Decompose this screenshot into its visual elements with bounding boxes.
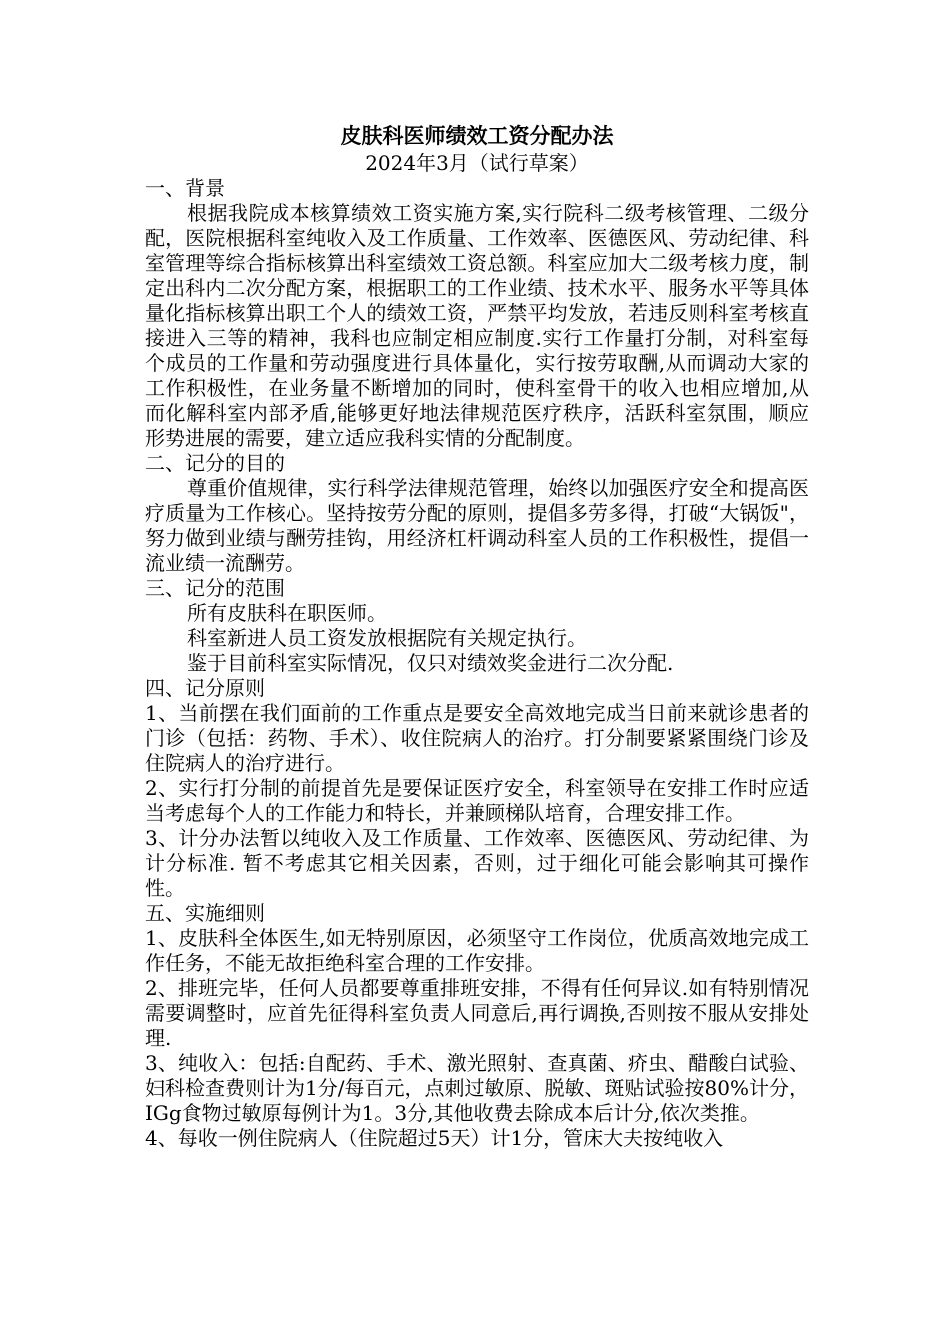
principle-item-3: 3、计分办法暂以纯收入及工作质量、工作效率、医德医风、劳动纪律、为计分标准. 暂不考虑其它相关因素，否则，过于细化可能会影响其可操作性。 [145, 826, 809, 900]
paragraph-scope-3: 鉴于目前科室实际情况，仅只对绩效奖金进行二次分配. [187, 651, 674, 675]
section-heading-principles: 四、记分原则 [145, 676, 265, 700]
section-heading-background: 一、背景 [145, 176, 225, 200]
implementation-item-2: 2、排班完毕，任何人员都要尊重排班安排，不得有任何异议.如有特别情况需要调整时，应首先征得科室负责人同意后,再行调换,否则按不服从安排处理. [145, 976, 809, 1050]
document-subtitle: 2024年3月（试行草案） [365, 151, 589, 175]
section-heading-implementation: 五、实施细则 [145, 901, 265, 925]
paragraph-background: 根据我院成本核算绩效工资实施方案,实行院科二级考核管理、二级分配，医院根据科室纯收入及工作质量、工作效率、医德医风、劳动纪律、科室管理等综合指标核算出科室绩效工资总额。科室应加大二级考核力度，制定出科内二次分配方案，根据职工的工作业绩、技术水平、服务水平等具体量化指标核算出职工个人的绩效工资，严禁平均发放，若违反则科室考核直接进入三等的精神，我科也应制定相应制度.实行工作量打分制，对科室每个成员的工作量和劳动强度进行具体量化，实行按劳取酬,从而调动大家的工作积极性，在业务量不断增加的同时，使科室骨干的收入也相应增加,从而化解科室内部矛盾,能够更好地法律规范医疗秩序，活跃科室氛围，顺应形势进展的需要，建立适应我科实情的分配制度。 [145, 201, 809, 450]
paragraph-scope-2: 科室新进人员工资发放根据院有关规定执行。 [187, 626, 587, 650]
implementation-item-4: 4、每收一例住院病人（住院超过5天）计1分，管床大夫按纯收入 [145, 1126, 724, 1150]
implementation-item-3: 3、纯收入：包括:自配药、手术、激光照射、查真菌、疥虫、醋酸白试验、妇科检查费则计为1分/每百元，点刺过敏原、脱敏、斑贴试验按80%计分，IGg食物过敏原每例计为1。3分,其他收费去除成本后计分,依次类推。 [145, 1051, 809, 1125]
principle-item-1: 1、当前摆在我们面前的工作重点是要安全高效地完成当日前来就诊患者的门诊（包括：药物、手术）、收住院病人的治疗。打分制要紧紧围绕门诊及住院病人的治疗进行。 [145, 701, 809, 775]
section-heading-purpose: 二、记分的目的 [145, 451, 285, 475]
implementation-item-1: 1、皮肤科全体医生,如无特别原因，必须坚守工作岗位，优质高效地完成工作任务，不能无故拒绝科室合理的工作安排。 [145, 926, 809, 975]
document-page [145, 122, 809, 1151]
paragraph-purpose: 尊重价值规律，实行科学法律规范管理，始终以加强医疗安全和提高医疗质量为工作核心。坚持按劳分配的原则，提倡多劳多得，打破“大锅饭"，努力做到业绩与酬劳挂钩，用经济杠杆调动科室人员的工作积极性，提倡一流业绩一流酬劳。 [145, 476, 809, 575]
document-title: 皮肤科医师绩效工资分配办法 [340, 123, 614, 148]
section-heading-scope: 三、记分的范围 [145, 576, 285, 600]
principle-item-2: 2、实行打分制的前提首先是要保证医疗安全，科室领导在安排工作时应适当考虑每个人的工作能力和特长，并兼顾梯队培育，合理安排工作。 [145, 776, 809, 825]
paragraph-scope-1: 所有皮肤科在职医师。 [187, 601, 387, 625]
